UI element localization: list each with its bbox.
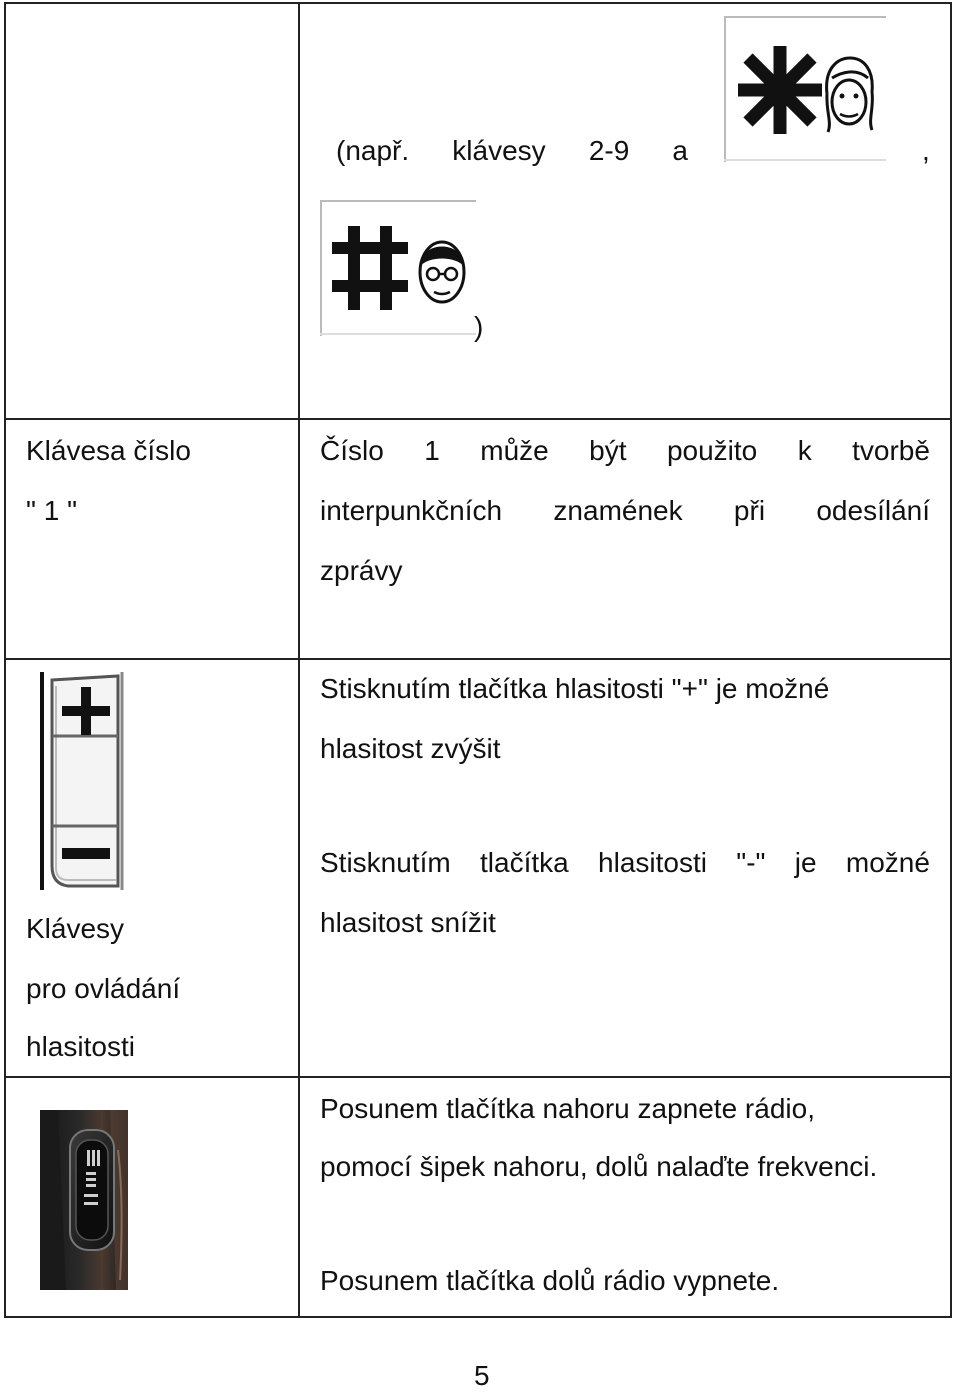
key1-label: Klávesa číslo (26, 435, 191, 466)
volume-down-description (320, 846, 930, 880)
star-face-icon (724, 16, 886, 162)
row1-word: klávesy (452, 135, 546, 166)
row1-word: a (672, 135, 688, 166)
page-number: 5 (474, 1360, 490, 1391)
table-border-left (4, 2, 6, 1318)
desc-word: je (794, 847, 817, 878)
desc-word: k (797, 435, 812, 466)
key1-label-number: " 1 " (26, 495, 78, 526)
table-border-bottom (4, 1316, 952, 1318)
key1-description-line1 (320, 434, 930, 468)
row1-word: 2-9 (588, 135, 630, 166)
row-divider-2 (4, 658, 952, 660)
volume-keys-label-line3: hlasitosti (26, 1031, 135, 1062)
desc-word: "-" (736, 847, 766, 878)
volume-keys-label-line2: pro ovládání (26, 973, 181, 1004)
row1-word: (např. (336, 135, 410, 166)
volume-up-description-line2: hlasitost zvýšit (320, 733, 501, 764)
desc-word: tvorbě (852, 435, 930, 466)
desc-word: použito (666, 435, 758, 466)
radio-off-description: Posunem tlačítka dolů rádio vypnete. (320, 1265, 780, 1296)
hash-face-icon (320, 200, 476, 336)
column-divider (298, 2, 300, 1318)
key1-description-line2 (320, 494, 930, 528)
desc-word: odesílání (816, 495, 930, 526)
desc-word: 1 (424, 435, 440, 466)
radio-on-description: Posunem tlačítka nahoru zapnete rádio, (320, 1093, 815, 1124)
volume-up-description: Stisknutím tlačítka hlasitosti "+" je možné (320, 673, 830, 704)
row1-line1 (336, 134, 688, 168)
volume-rocker-icon (38, 668, 126, 892)
desc-word: možné (845, 847, 930, 878)
desc-word: tlačítka (480, 847, 569, 878)
desc-word: Číslo (320, 435, 384, 466)
desc-word: znamének (553, 495, 683, 526)
desc-word: hlasitosti (598, 847, 707, 878)
row-divider-1 (4, 418, 952, 420)
table-border-top (4, 2, 952, 4)
radio-tune-description: pomocí šipek nahoru, dolů nalaďte frekvenci. (320, 1151, 878, 1182)
desc-word: při (733, 495, 766, 526)
row1-close-paren: ) (474, 311, 484, 342)
volume-keys-label: Klávesy (26, 913, 125, 944)
desc-word: být (589, 435, 627, 466)
row-divider-3 (4, 1076, 952, 1078)
desc-word: Stisknutím (320, 847, 451, 878)
desc-word: interpunkčních (320, 495, 503, 526)
row1-comma: , (922, 135, 930, 166)
key1-description-line3: zprávy (320, 555, 403, 586)
fm-radio-slider-icon (40, 1110, 128, 1290)
table-border-right (950, 2, 952, 1318)
desc-word: může (480, 435, 549, 466)
volume-down-description-line2: hlasitost snížit (320, 907, 496, 938)
